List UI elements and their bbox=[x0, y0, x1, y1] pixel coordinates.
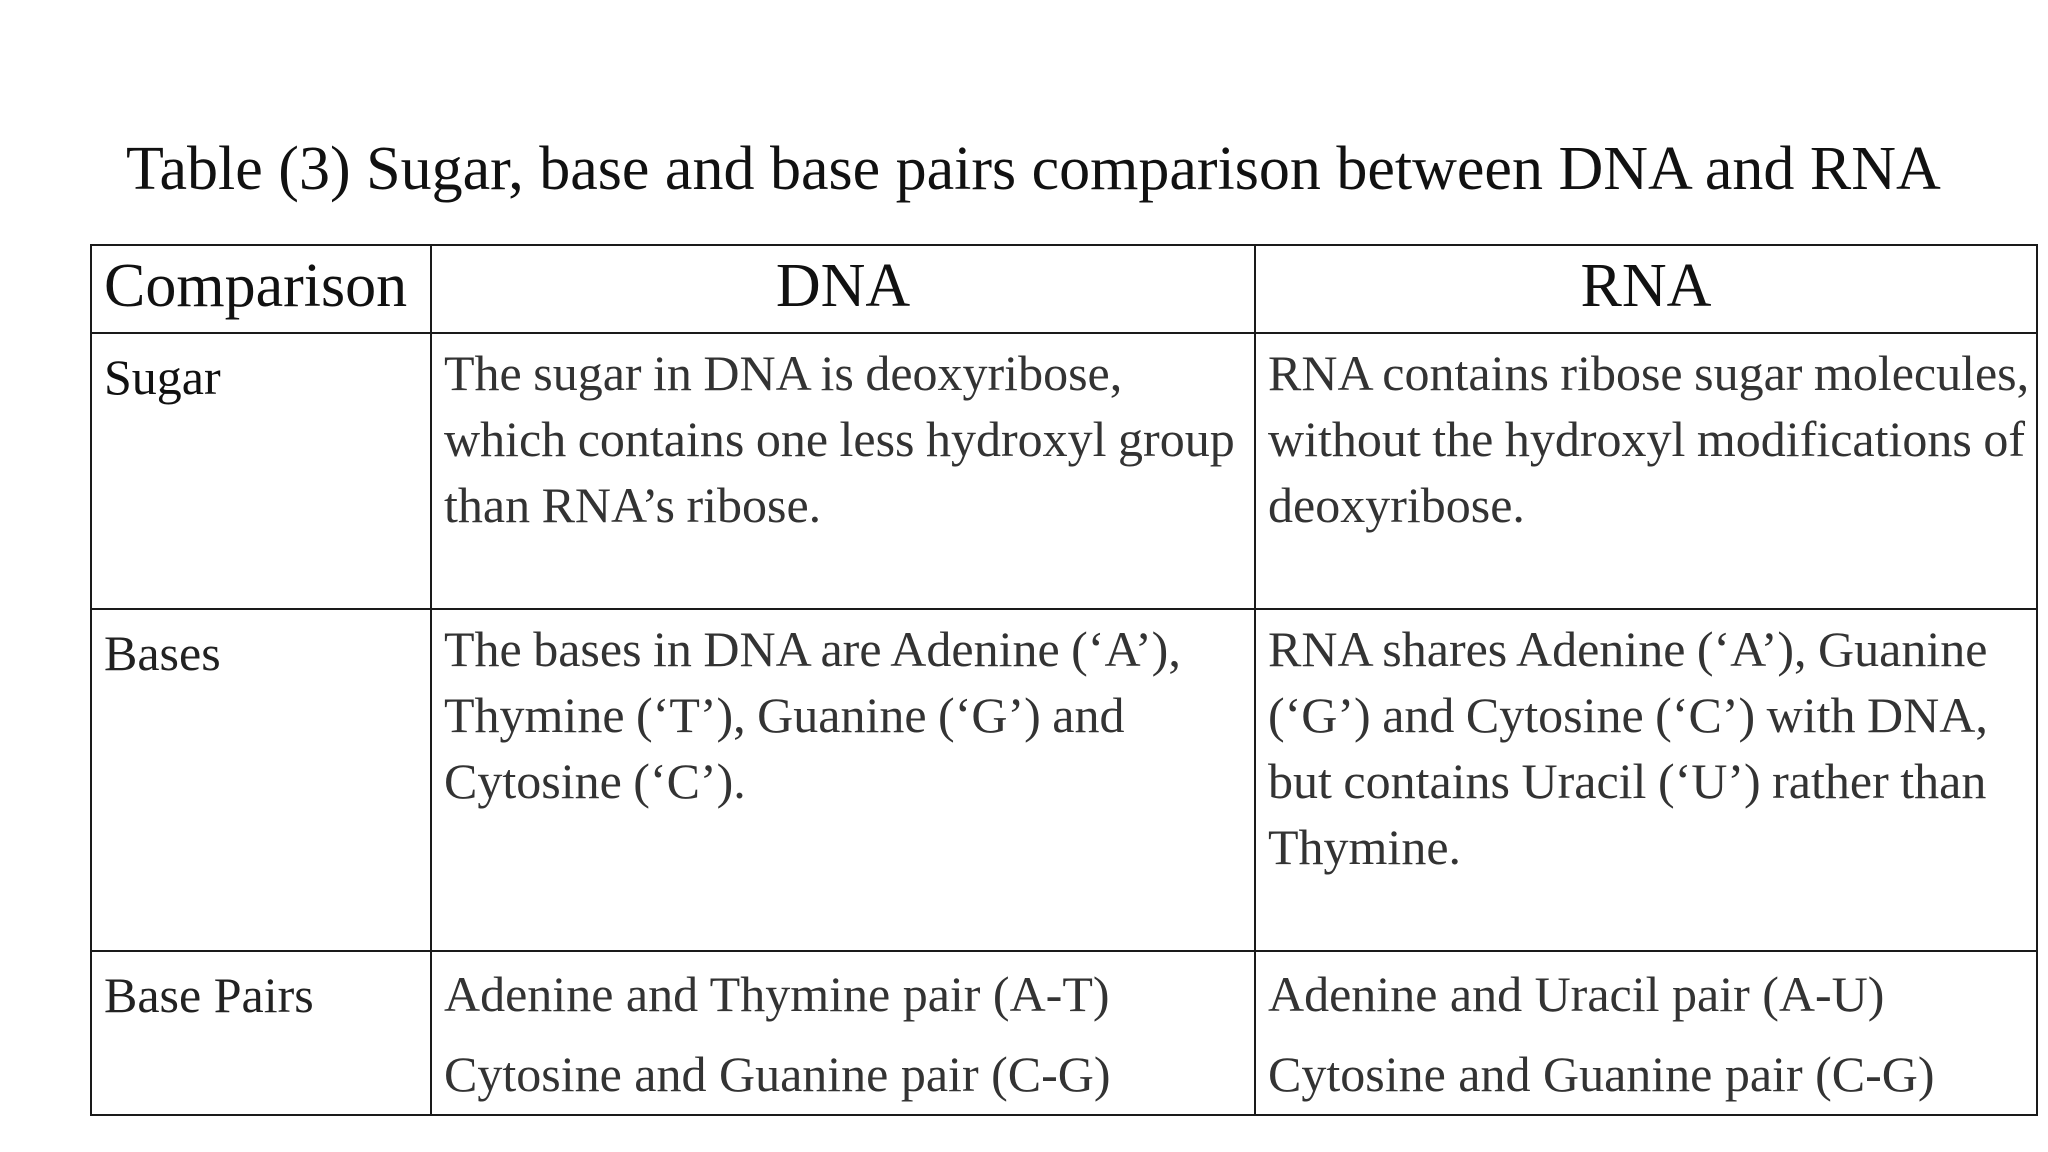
dna-pair-at: Adenine and Thymine pair (A-T) bbox=[444, 966, 1110, 1022]
table-title: Table (3) Sugar, base and base pairs comparison between DNA and RNA bbox=[126, 135, 1941, 203]
table-row-sugar bbox=[91, 333, 2037, 609]
row-label-base-pairs: Base Pairs bbox=[104, 967, 314, 1023]
dna-bases-text: The bases in DNA are Adenine (‘A’), Thymine (‘T’), Guanine (‘G’) and Cytosine (‘C’). bbox=[444, 621, 1181, 809]
table-header-row bbox=[91, 245, 2037, 333]
row-label-cell bbox=[91, 609, 431, 951]
table-row-bases bbox=[91, 609, 2037, 951]
rna-sugar-text: RNA contains ribose sugar molecules, without the hydroxyl modifications of deoxyribose. bbox=[1268, 345, 2030, 533]
header-dna: DNA bbox=[431, 245, 1255, 333]
rna-pairs-list bbox=[1268, 952, 2036, 1114]
header-comparison: Comparison bbox=[91, 245, 431, 333]
dna-cell bbox=[431, 609, 1255, 951]
rna-bases-text: RNA shares Adenine (‘A’), Guanine (‘G’) and Cytosine (‘C’) with DNA, but contains Uracil (‘U’) rather than Thymine. bbox=[1268, 621, 1988, 875]
rna-cell bbox=[1255, 951, 2037, 1115]
header-rna: RNA bbox=[1255, 245, 2037, 333]
row-label-sugar: Sugar bbox=[104, 349, 221, 405]
rna-cell bbox=[1255, 609, 2037, 951]
row-label-bases: Bases bbox=[104, 625, 221, 681]
rna-pair-cg: Cytosine and Guanine pair (C-G) bbox=[1268, 1046, 1935, 1102]
table-row-base-pairs bbox=[91, 951, 2037, 1115]
dna-cell bbox=[431, 951, 1255, 1115]
row-label-cell bbox=[91, 333, 431, 609]
row-label-cell bbox=[91, 951, 431, 1115]
dna-pairs-list bbox=[444, 952, 1254, 1114]
dna-cell bbox=[431, 333, 1255, 609]
rna-pair-au: Adenine and Uracil pair (A-U) bbox=[1268, 966, 1885, 1022]
comparison-table bbox=[90, 244, 2038, 1116]
dna-sugar-text: The sugar in DNA is deoxyribose, which contains one less hydroxyl group than RNA’s ribose. bbox=[444, 345, 1235, 533]
dna-pair-cg: Cytosine and Guanine pair (C-G) bbox=[444, 1046, 1111, 1102]
rna-cell bbox=[1255, 333, 2037, 609]
